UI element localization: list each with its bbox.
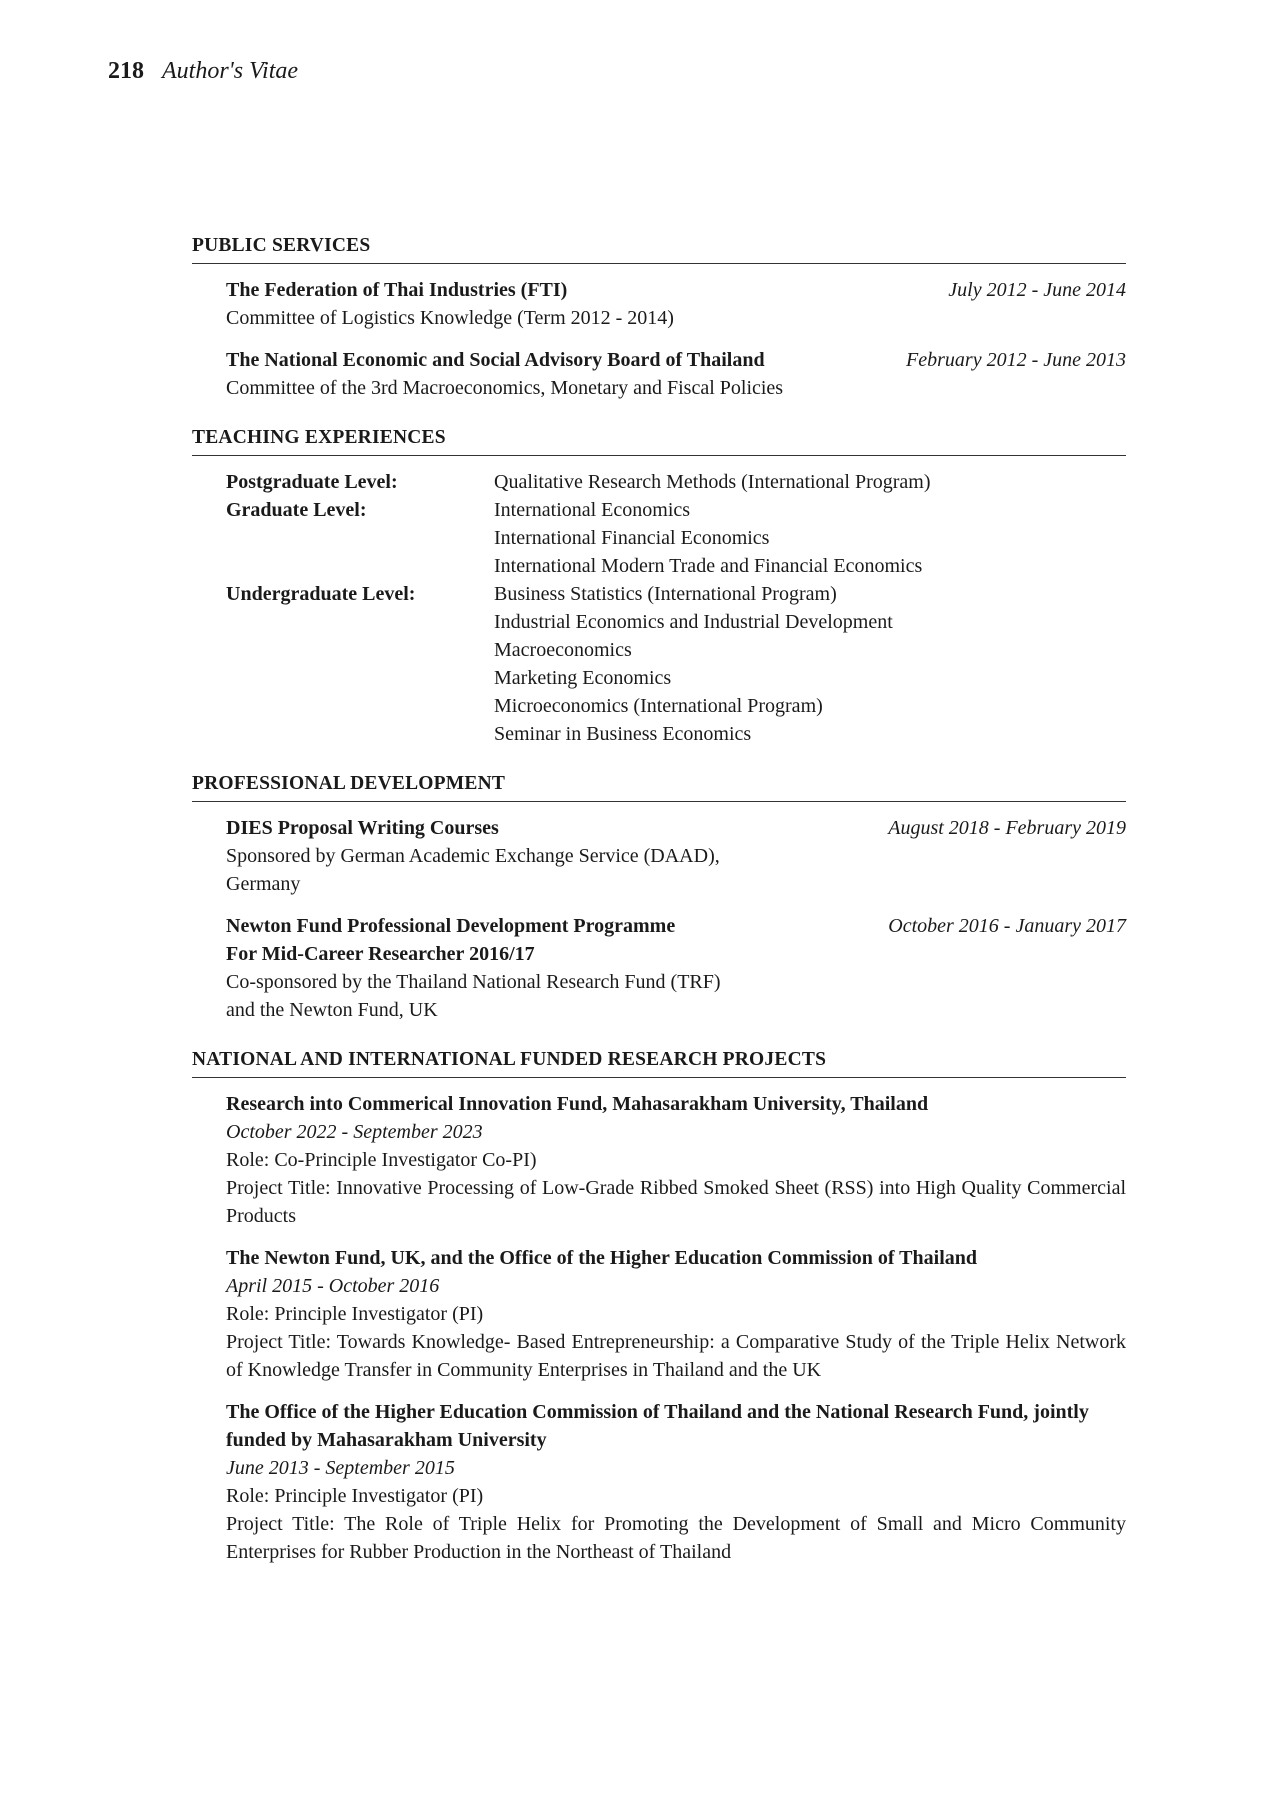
teaching-level: Postgraduate Level: xyxy=(226,471,398,493)
course-item: International Economics xyxy=(494,499,691,521)
section-heading: PROFESSIONAL DEVELOPMENT xyxy=(192,770,1126,802)
project-date: June 2013 - September 2015 xyxy=(226,1457,455,1479)
teaching-list xyxy=(192,468,1126,748)
development-detail: Co-sponsored by the Thailand National Research Fund (TRF) xyxy=(226,971,721,993)
project-funder: The Office of the Higher Education Commission of Thailand and the National Research Fund, jointly funded by Mahasarakham University xyxy=(226,1401,1089,1451)
project-title: Project Title: Innovative Processing of Low-Grade Ribbed Smoked Sheet (RSS) into High Quality Commercial Products xyxy=(226,1177,1126,1227)
project-title: Project Title: Towards Knowledge- Based Entrepreneurship: a Comparative Study of the Triple Helix Network of Knowledge Transfer in Community Enterprises in Thailand and the UK xyxy=(226,1331,1126,1381)
project-date: October 2022 - September 2023 xyxy=(226,1121,483,1143)
course-item: Qualitative Research Methods (International Program) xyxy=(494,471,931,493)
service-detail: Committee of the 3rd Macroeconomics, Monetary and Fiscal Policies xyxy=(226,377,784,399)
project-role: Role: Co-Principle Investigator Co-PI) xyxy=(226,1149,537,1171)
project-entry xyxy=(192,1090,1126,1230)
teaching-level: Undergraduate Level: xyxy=(226,583,416,605)
course-item: Macroeconomics xyxy=(494,639,632,661)
service-org: The National Economic and Social Advisory Board of Thailand xyxy=(226,349,765,371)
development-entry xyxy=(192,814,1126,898)
page-number: 218 xyxy=(108,58,144,84)
development-detail: and the Newton Fund, UK xyxy=(226,999,438,1021)
vitae-content xyxy=(192,232,1126,1588)
course-item: Business Statistics (International Program) xyxy=(494,583,837,605)
course-item: Marketing Economics xyxy=(494,667,672,689)
service-entry xyxy=(192,346,1126,402)
service-detail: Committee of Logistics Knowledge (Term 2012 - 2014) xyxy=(226,307,674,329)
project-title: Project Title: The Role of Triple Helix for Promoting the Development of Small and Micro Community Enterprises for Rubber Production in the Northeast of Thailand xyxy=(226,1513,1126,1563)
teaching-group xyxy=(226,580,1126,748)
research-projects-section xyxy=(192,1046,1126,1566)
section-heading: TEACHING EXPERIENCES xyxy=(192,424,1126,456)
development-title: For Mid-Career Researcher 2016/17 xyxy=(226,943,535,965)
course-item: International Modern Trade and Financial Economics xyxy=(494,555,923,577)
professional-development-section xyxy=(192,770,1126,1024)
course-item: International Financial Economics xyxy=(494,527,770,549)
running-head xyxy=(108,58,298,85)
project-role: Role: Principle Investigator (PI) xyxy=(226,1485,484,1507)
development-date: August 2018 - February 2019 xyxy=(888,817,1126,839)
service-entry xyxy=(192,276,1126,332)
project-entry xyxy=(192,1398,1126,1566)
development-detail: Sponsored by German Academic Exchange Service (DAAD), xyxy=(226,845,720,867)
teaching-section xyxy=(192,424,1126,748)
running-title: Author's Vitae xyxy=(162,58,299,84)
development-entry xyxy=(192,912,1126,1024)
development-title: DIES Proposal Writing Courses xyxy=(226,817,499,839)
public-services-section xyxy=(192,232,1126,402)
service-date: February 2012 - June 2013 xyxy=(906,349,1126,371)
teaching-group xyxy=(226,468,1126,496)
project-entry xyxy=(192,1244,1126,1384)
course-item: Industrial Economics and Industrial Development xyxy=(494,611,893,633)
development-detail: Germany xyxy=(226,873,301,895)
teaching-level: Graduate Level: xyxy=(226,499,367,521)
project-role: Role: Principle Investigator (PI) xyxy=(226,1303,484,1325)
course-item: Microeconomics (International Program) xyxy=(494,695,823,717)
development-title: Newton Fund Professional Development Programme xyxy=(226,915,676,937)
teaching-group xyxy=(226,496,1126,580)
section-heading: PUBLIC SERVICES xyxy=(192,232,1126,264)
course-item: Seminar in Business Economics xyxy=(494,723,752,745)
development-date: October 2016 - January 2017 xyxy=(888,915,1126,937)
service-date: July 2012 - June 2014 xyxy=(948,279,1126,301)
project-funder: Research into Commerical Innovation Fund, Mahasarakham University, Thailand xyxy=(226,1093,929,1115)
service-org: The Federation of Thai Industries (FTI) xyxy=(226,279,568,301)
project-date: April 2015 - October 2016 xyxy=(226,1275,440,1297)
project-funder: The Newton Fund, UK, and the Office of the Higher Education Commission of Thailand xyxy=(226,1247,978,1269)
section-heading: NATIONAL AND INTERNATIONAL FUNDED RESEARCH PROJECTS xyxy=(192,1046,1126,1078)
